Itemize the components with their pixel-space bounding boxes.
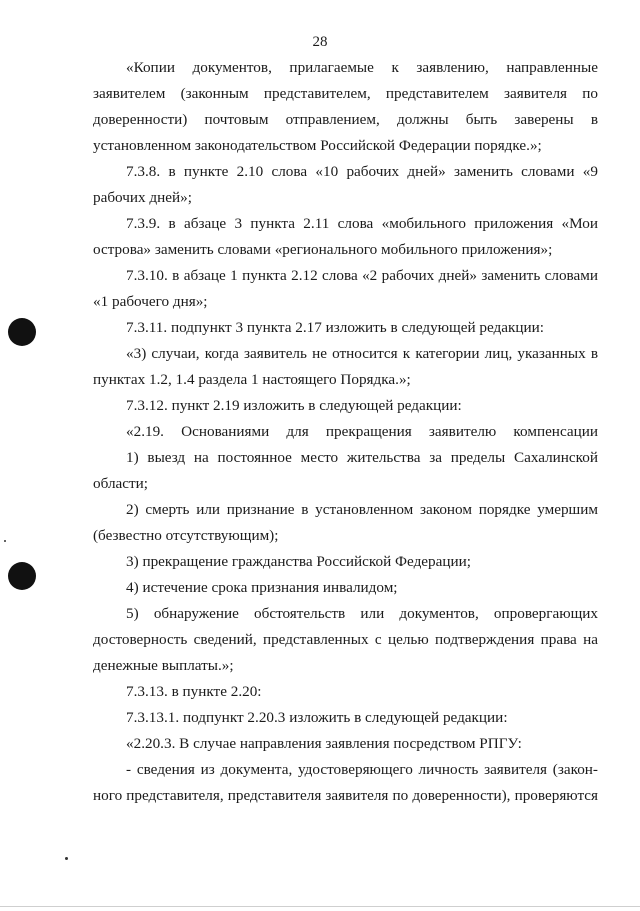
- text-line: - сведения из документа, удостоверяющего личность заявителя (закон-: [126, 761, 598, 778]
- text-line: «1 рабочего дня»;: [93, 293, 208, 310]
- text-line: области;: [93, 475, 148, 492]
- text-line: 7.3.13. в пункте 2.20:: [126, 683, 262, 700]
- page-number: 28: [312, 34, 328, 50]
- text-line: 7.3.12. пункт 2.19 изложить в следующей редакции:: [126, 397, 462, 414]
- text-line: 7.3.11. подпункт 3 пункта 2.17 изложить в следующей редакции:: [126, 319, 544, 336]
- text-line: «2.20.3. В случае направления заявления посредством РПГУ:: [126, 735, 522, 752]
- text-line: доверенности) почтовым отправлением, должны быть заверены в: [93, 111, 598, 128]
- text-line: 7.3.13.1. подпункт 2.20.3 изложить в следующей редакции:: [126, 709, 508, 726]
- scan-speck: [4, 540, 6, 542]
- text-line: острова» заменить словами «регионального мобильного приложения»;: [93, 241, 553, 258]
- text-line: 7.3.10. в абзаце 1 пункта 2.12 слова «2 рабочих дней» заменить словами: [126, 267, 598, 284]
- text-line: 3) прекращение гражданства Российской Федерации;: [126, 553, 471, 570]
- text-line: 1) выезд на постоянное место жительства за пределы Сахалинской: [126, 449, 598, 466]
- punch-hole-bottom: [8, 562, 36, 590]
- text-line: денежные выплаты.»;: [93, 657, 234, 674]
- text-line: 2) смерть или признание в установленном законом порядке умершим: [126, 501, 598, 518]
- document-body: [93, 55, 598, 809]
- text-line: заявителем (законным представителем, представителем заявителя по: [93, 85, 598, 102]
- text-line: достоверность сведений, представленных с целью подтверждения права на: [93, 631, 598, 648]
- text-line: рабочих дней»;: [93, 189, 192, 206]
- text-line: «3) случаи, когда заявитель не относится к категории лиц, указанных в: [126, 345, 598, 362]
- text-line: «Копии документов, прилагаемые к заявлению, направленные: [126, 59, 598, 76]
- text-line: пунктах 1.2, 1.4 раздела 1 настоящего Порядка.»;: [93, 371, 411, 388]
- text-line: «2.19. Основаниями для прекращения заявителю компенсации: [126, 423, 598, 440]
- punch-hole-top: [8, 318, 36, 346]
- text-line: 4) истечение срока признания инвалидом;: [126, 579, 398, 596]
- text-line: 5) обнаружение обстоятельств или документов, опровергающих: [126, 605, 598, 622]
- text-line: установленном законодательством Российской Федерации порядке.»;: [93, 137, 542, 154]
- text-line: ного представителя, представителя заявителя по доверенности), проверяются: [93, 787, 598, 804]
- text-line: 7.3.8. в пункте 2.10 слова «10 рабочих дней» заменить словами «9: [126, 163, 598, 180]
- text-line: 7.3.9. в абзаце 3 пункта 2.11 слова «мобильного приложения «Мои: [126, 215, 598, 232]
- page-bottom-edge: [0, 906, 640, 907]
- text-line: (безвестно отсутствующим);: [93, 527, 279, 544]
- scan-speck: [65, 857, 68, 860]
